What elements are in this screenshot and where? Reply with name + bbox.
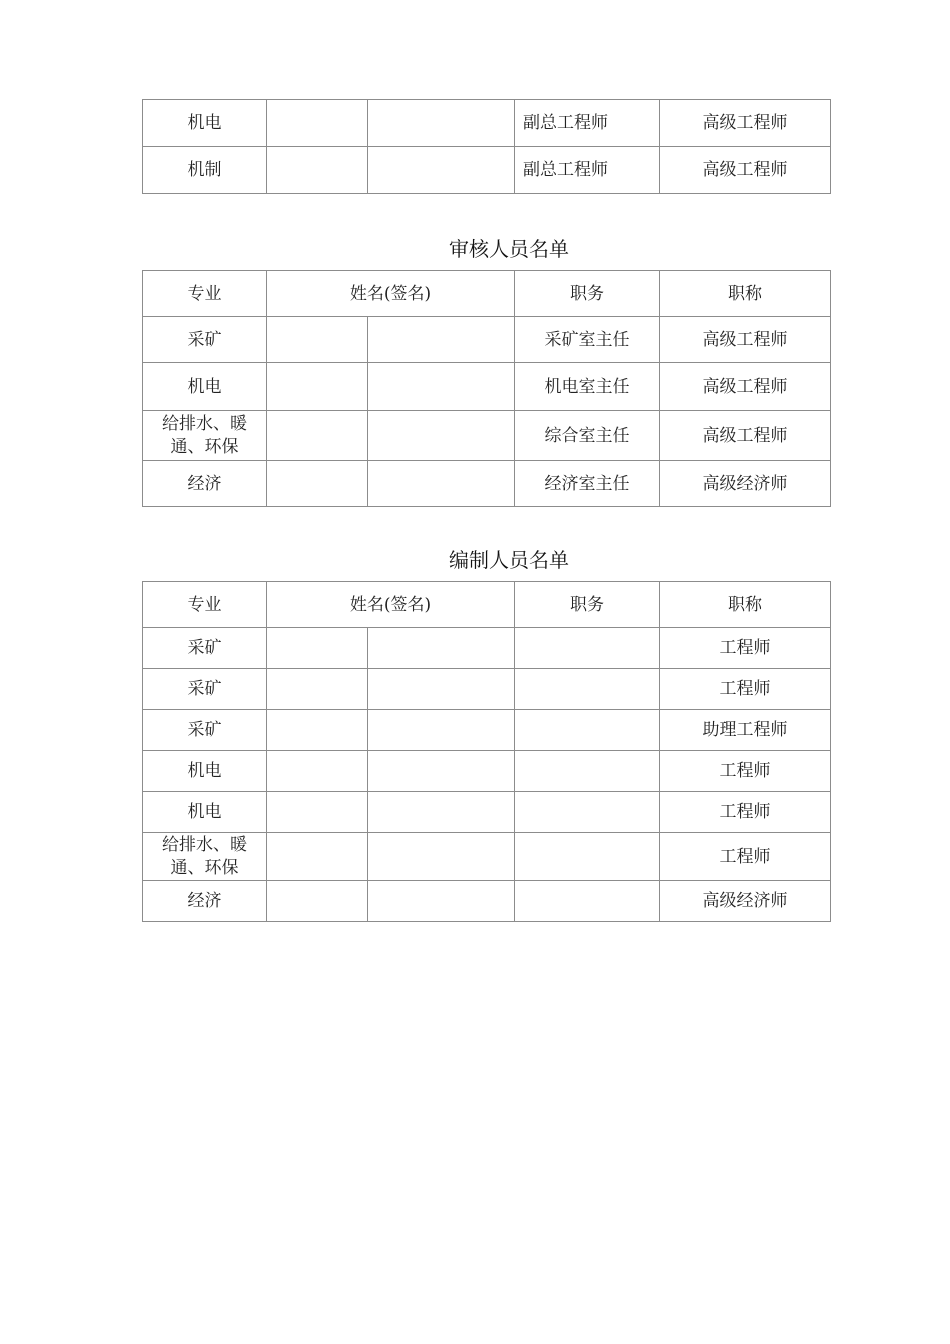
major-cell: 采矿 [143, 710, 267, 751]
title-cell: 工程师 [660, 833, 831, 881]
table-row [143, 628, 831, 669]
position-cell [515, 669, 660, 710]
position-cell [515, 881, 660, 922]
name-cell [267, 751, 368, 792]
name-cell [267, 461, 368, 507]
name-cell [267, 317, 368, 363]
position-cell [515, 792, 660, 833]
table-row [143, 833, 831, 881]
table-row [143, 317, 831, 363]
position-cell [515, 751, 660, 792]
major-cell: 经济 [143, 461, 267, 507]
title-cell: 高级工程师 [660, 411, 831, 461]
name-cell [267, 363, 368, 411]
position-cell [515, 833, 660, 881]
header-major: 专业 [143, 271, 267, 317]
name-cell [267, 669, 368, 710]
review-table [142, 270, 831, 507]
table-row [143, 751, 831, 792]
title-cell: 高级经济师 [660, 881, 831, 922]
title-cell: 助理工程师 [660, 710, 831, 751]
position-cell [515, 710, 660, 751]
major-cell: 采矿 [143, 317, 267, 363]
signature-cell [368, 317, 515, 363]
header-title: 职称 [660, 271, 831, 317]
major-cell: 给排水、暖通、环保 [143, 833, 267, 881]
title-cell: 高级工程师 [660, 100, 831, 147]
position-cell: 综合室主任 [515, 411, 660, 461]
review-heading: 审核人员名单 [449, 237, 569, 261]
major-cell: 机电 [143, 751, 267, 792]
signature-cell [368, 710, 515, 751]
signature-cell [368, 669, 515, 710]
header-position: 职务 [515, 271, 660, 317]
signature-cell [368, 792, 515, 833]
major-cell: 经济 [143, 881, 267, 922]
table-row [143, 461, 831, 507]
signature-cell [368, 461, 515, 507]
name-cell [267, 411, 368, 461]
signature-cell [368, 363, 515, 411]
table-row [143, 710, 831, 751]
name-cell [267, 100, 368, 147]
signature-cell [368, 100, 515, 147]
compile-heading: 编制人员名单 [449, 548, 569, 572]
approval-table [142, 99, 831, 194]
name-cell [267, 628, 368, 669]
signature-cell [368, 833, 515, 881]
title-cell: 工程师 [660, 792, 831, 833]
name-cell [267, 147, 368, 194]
title-cell: 高级工程师 [660, 363, 831, 411]
major-cell: 机电 [143, 792, 267, 833]
table-row [143, 881, 831, 922]
major-cell: 采矿 [143, 669, 267, 710]
table-row [143, 100, 831, 147]
major-cell: 采矿 [143, 628, 267, 669]
title-cell: 高级工程师 [660, 147, 831, 194]
header-position: 职务 [515, 582, 660, 628]
table-row [143, 669, 831, 710]
header-row [143, 271, 831, 317]
title-cell: 工程师 [660, 669, 831, 710]
position-cell: 副总工程师 [515, 100, 660, 147]
table-row [143, 411, 831, 461]
signature-cell [368, 751, 515, 792]
name-cell [267, 833, 368, 881]
table-row [143, 147, 831, 194]
title-cell: 高级经济师 [660, 461, 831, 507]
major-cell: 机电 [143, 100, 267, 147]
major-cell: 给排水、暖通、环保 [143, 411, 267, 461]
compile-table [142, 581, 831, 922]
header-row [143, 582, 831, 628]
header-name: 姓名(签名) [267, 271, 515, 317]
position-cell: 机电室主任 [515, 363, 660, 411]
title-cell: 工程师 [660, 751, 831, 792]
header-title: 职称 [660, 582, 831, 628]
major-cell: 机制 [143, 147, 267, 194]
title-cell: 工程师 [660, 628, 831, 669]
header-name: 姓名(签名) [267, 582, 515, 628]
signature-cell [368, 411, 515, 461]
position-cell: 经济室主任 [515, 461, 660, 507]
signature-cell [368, 881, 515, 922]
position-cell [515, 628, 660, 669]
name-cell [267, 710, 368, 751]
position-cell: 采矿室主任 [515, 317, 660, 363]
position-cell: 副总工程师 [515, 147, 660, 194]
name-cell [267, 881, 368, 922]
table-row [143, 792, 831, 833]
signature-cell [368, 147, 515, 194]
title-cell: 高级工程师 [660, 317, 831, 363]
name-cell [267, 792, 368, 833]
major-cell: 机电 [143, 363, 267, 411]
header-major: 专业 [143, 582, 267, 628]
table-row [143, 363, 831, 411]
signature-cell [368, 628, 515, 669]
